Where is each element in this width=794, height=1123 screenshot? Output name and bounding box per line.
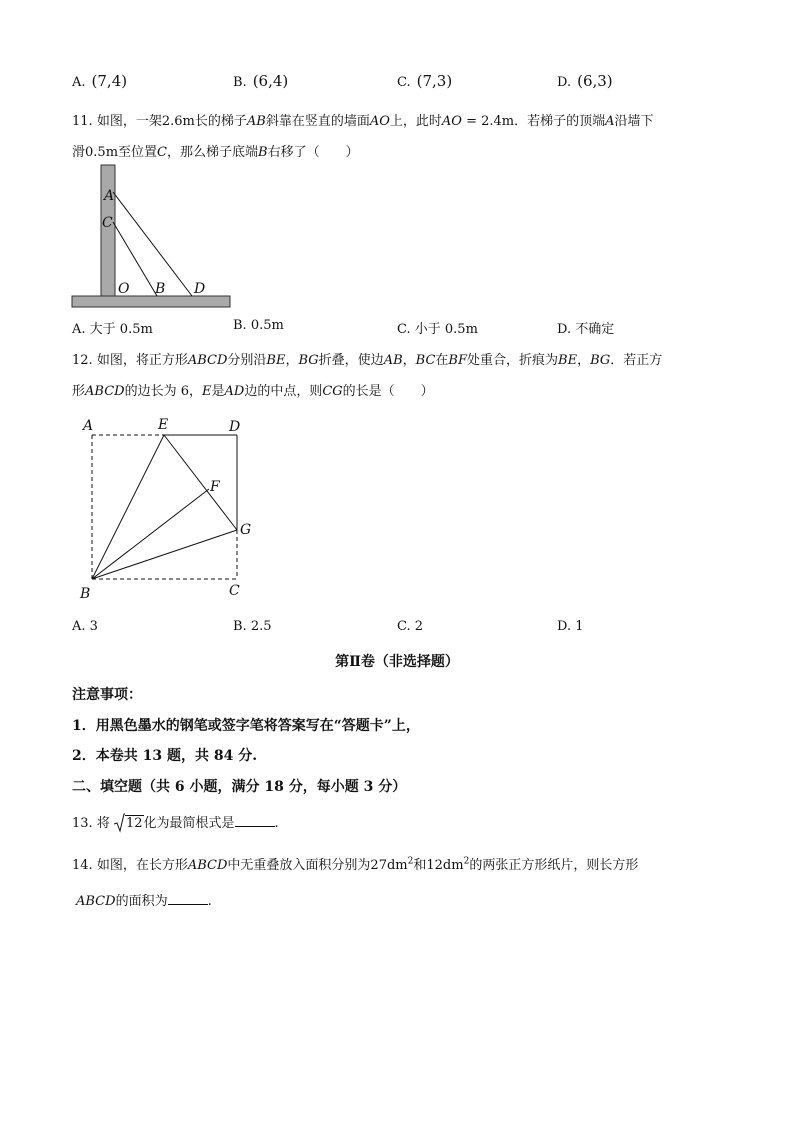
q11-option-letter: D. (557, 322, 572, 337)
q12-option-b[interactable] (233, 619, 272, 634)
q11-option-b[interactable] (233, 318, 284, 333)
q12-text: 的边长为 6， (124, 384, 202, 399)
q11-option-value: 不确定 (575, 322, 615, 337)
q12-option-d[interactable] (557, 619, 584, 634)
q10-option-value: (6,3) (577, 72, 613, 90)
q10-option-a[interactable] (72, 72, 127, 90)
q14-text: 和 (413, 858, 427, 873)
segment-bf (92, 489, 209, 579)
q11-option-value: 0.5m (250, 318, 284, 333)
label-f: F (210, 479, 220, 495)
q12-text: 的长是（ ） (342, 384, 434, 399)
q10-option-value: (6,4) (252, 72, 289, 90)
q12-text: 如图，将正方形 (96, 353, 188, 368)
q12-text: 形 (72, 384, 86, 399)
q11-var-a: A (605, 114, 615, 129)
q11-option-c[interactable] (397, 318, 478, 337)
q13-sqrt (114, 816, 144, 831)
q11-var-ao: AO (441, 114, 462, 129)
q12-var: BE (266, 353, 286, 368)
q12-text: 是 (211, 384, 225, 399)
q11-text: 右移了（ ） (267, 145, 359, 160)
q14-text: 的两张正方形纸片，则长方形 (469, 858, 639, 873)
q11-text: 如图，一架 (96, 114, 162, 129)
label-o: O (118, 281, 130, 297)
q14-line2 (76, 890, 212, 909)
q12-number: 12. (72, 353, 93, 368)
q13-number: 13. (72, 816, 93, 831)
q12-option-letter: B. (233, 619, 247, 634)
q13-radicand: 12 (125, 816, 143, 831)
q12-var: ABCD (85, 384, 125, 399)
q12-text: 处重合，折痕为 (467, 353, 559, 368)
q11-ladder-figure (68, 162, 238, 312)
q11-var-b: B (258, 145, 268, 160)
q11-line1 (72, 110, 654, 129)
q14-period: . (207, 894, 212, 909)
q14-area-1: 27dm (370, 858, 408, 873)
q11-option-letter: A. (72, 322, 86, 337)
q11-option-a[interactable] (72, 318, 153, 337)
q12-option-value: 2.5 (250, 619, 272, 634)
part-heading: 二、填空题（共 6 小题，满分 18 分，每小题 3 分） (72, 779, 407, 795)
q14-number: 14. (72, 858, 93, 873)
q14-answer-blank[interactable] (168, 892, 208, 905)
label-d: D (229, 419, 241, 435)
q12-var: BG (298, 353, 319, 368)
label-g: G (240, 522, 252, 538)
section-title: 第Ⅱ卷（非选择题） (335, 654, 459, 670)
q12-option-value: 2 (414, 619, 424, 634)
q12-square-figure (72, 412, 262, 604)
q12-text: ．若正方 (610, 353, 663, 368)
label-b: B (155, 281, 166, 297)
q11-line2 (72, 141, 359, 160)
q10-option-letter: A. (72, 75, 86, 90)
q14-text: 的面积为 (115, 894, 168, 909)
ground (72, 296, 230, 307)
q14-var: ABCD (187, 858, 228, 873)
q11-text: 滑 (72, 145, 86, 160)
q10-option-c[interactable] (397, 72, 452, 90)
q12-text: ， (577, 353, 591, 368)
q12-var: BE (558, 353, 578, 368)
q12-text: ， (285, 353, 299, 368)
q14-line1 (72, 854, 638, 873)
q12-text: 分别沿 (227, 353, 267, 368)
q12-option-letter: C. (397, 619, 411, 634)
q11-equation: = 2.4m (461, 114, 515, 129)
q12-line2 (72, 380, 434, 399)
label-c: C (229, 583, 240, 599)
q12-text: 在 (435, 353, 449, 368)
notice-heading: 注意事项： (72, 687, 142, 703)
q11-option-letter: B. (233, 318, 247, 333)
label-e: E (158, 417, 169, 433)
q11-text: 上，此时 (389, 114, 442, 129)
q11-option-letter: C. (397, 322, 411, 337)
q11-length: 0.5m (85, 145, 119, 160)
crease-bg (92, 530, 237, 579)
q11-text: ．若梯子的顶端 (514, 114, 606, 129)
q11-length: 2.6m (161, 114, 195, 129)
q10-option-letter: D. (557, 75, 572, 90)
q12-text: 折叠，使边 (318, 353, 384, 368)
q11-text: 至位置 (118, 145, 158, 160)
q11-var-ab: AB (246, 114, 266, 129)
q12-var: AB (383, 353, 403, 368)
q12-var: BF (448, 353, 467, 368)
q10-option-d[interactable] (557, 72, 613, 90)
label-c: C (102, 215, 113, 231)
q13 (72, 812, 279, 831)
q12-option-value: 3 (89, 619, 98, 634)
q12-option-a[interactable] (72, 619, 98, 634)
q11-option-value: 小于 0.5m (414, 322, 478, 337)
q14-exponent: 2 (463, 856, 470, 867)
q11-text: ，那么梯子底端 (167, 145, 259, 160)
q11-text: 长的梯子 (194, 114, 247, 129)
q11-text: 斜靠在竖直的墙面 (265, 114, 370, 129)
q14-text: 中无重叠放入面积分别为 (227, 858, 371, 873)
q11-var-ao: AO (369, 114, 390, 129)
q14-text: 如图，在长方形 (96, 858, 188, 873)
label-b: B (80, 586, 91, 602)
q10-option-letter: B. (233, 75, 247, 90)
q10-option-b[interactable] (233, 72, 288, 90)
q12-text: 边的中点，则 (244, 384, 323, 399)
label-a: A (83, 418, 94, 434)
q14-exponent: 2 (407, 856, 414, 867)
q10-option-letter: C. (397, 75, 411, 90)
q12-var: ABCD (187, 353, 228, 368)
q12-line1 (72, 349, 662, 368)
q12-option-value: 1 (575, 619, 584, 634)
q11-number: 11. (72, 114, 93, 129)
q12-var: CG (322, 384, 343, 399)
q12-var: BG (590, 353, 611, 368)
q12-option-letter: A. (72, 619, 86, 634)
q12-var: AD (224, 384, 245, 399)
q13-text: 化为最简根式是 (143, 816, 235, 831)
q12-option-letter: D. (557, 619, 572, 634)
label-a: A (104, 188, 115, 204)
q10-option-value: (7,4) (91, 72, 128, 90)
q14-var: ABCD (76, 894, 116, 909)
radical-sign-icon (114, 813, 125, 833)
label-d: D (194, 281, 206, 297)
notice-item-1: 1．用黑色墨水的钢笔或签字笔将答案写在“答题卡”上， (72, 718, 420, 734)
q10-option-value: (7,3) (416, 72, 453, 90)
q13-period: . (274, 816, 279, 831)
q12-var: BC (415, 353, 436, 368)
q12-text: ， (402, 353, 416, 368)
notice-item-2: 2．本卷共 13 题，共 84 分. (72, 748, 258, 764)
crease-be (92, 435, 164, 579)
q12-var: E (201, 384, 212, 399)
q12-option-c[interactable] (397, 619, 423, 634)
q13-text: 将 (96, 816, 110, 831)
q13-answer-blank[interactable] (235, 814, 275, 827)
q11-var-c: C (157, 145, 167, 160)
q11-text: 沿墙下 (614, 114, 654, 129)
q11-option-value: 大于 0.5m (89, 322, 153, 337)
q11-option-d[interactable] (557, 318, 614, 337)
q14-area-2: 12dm (426, 858, 464, 873)
